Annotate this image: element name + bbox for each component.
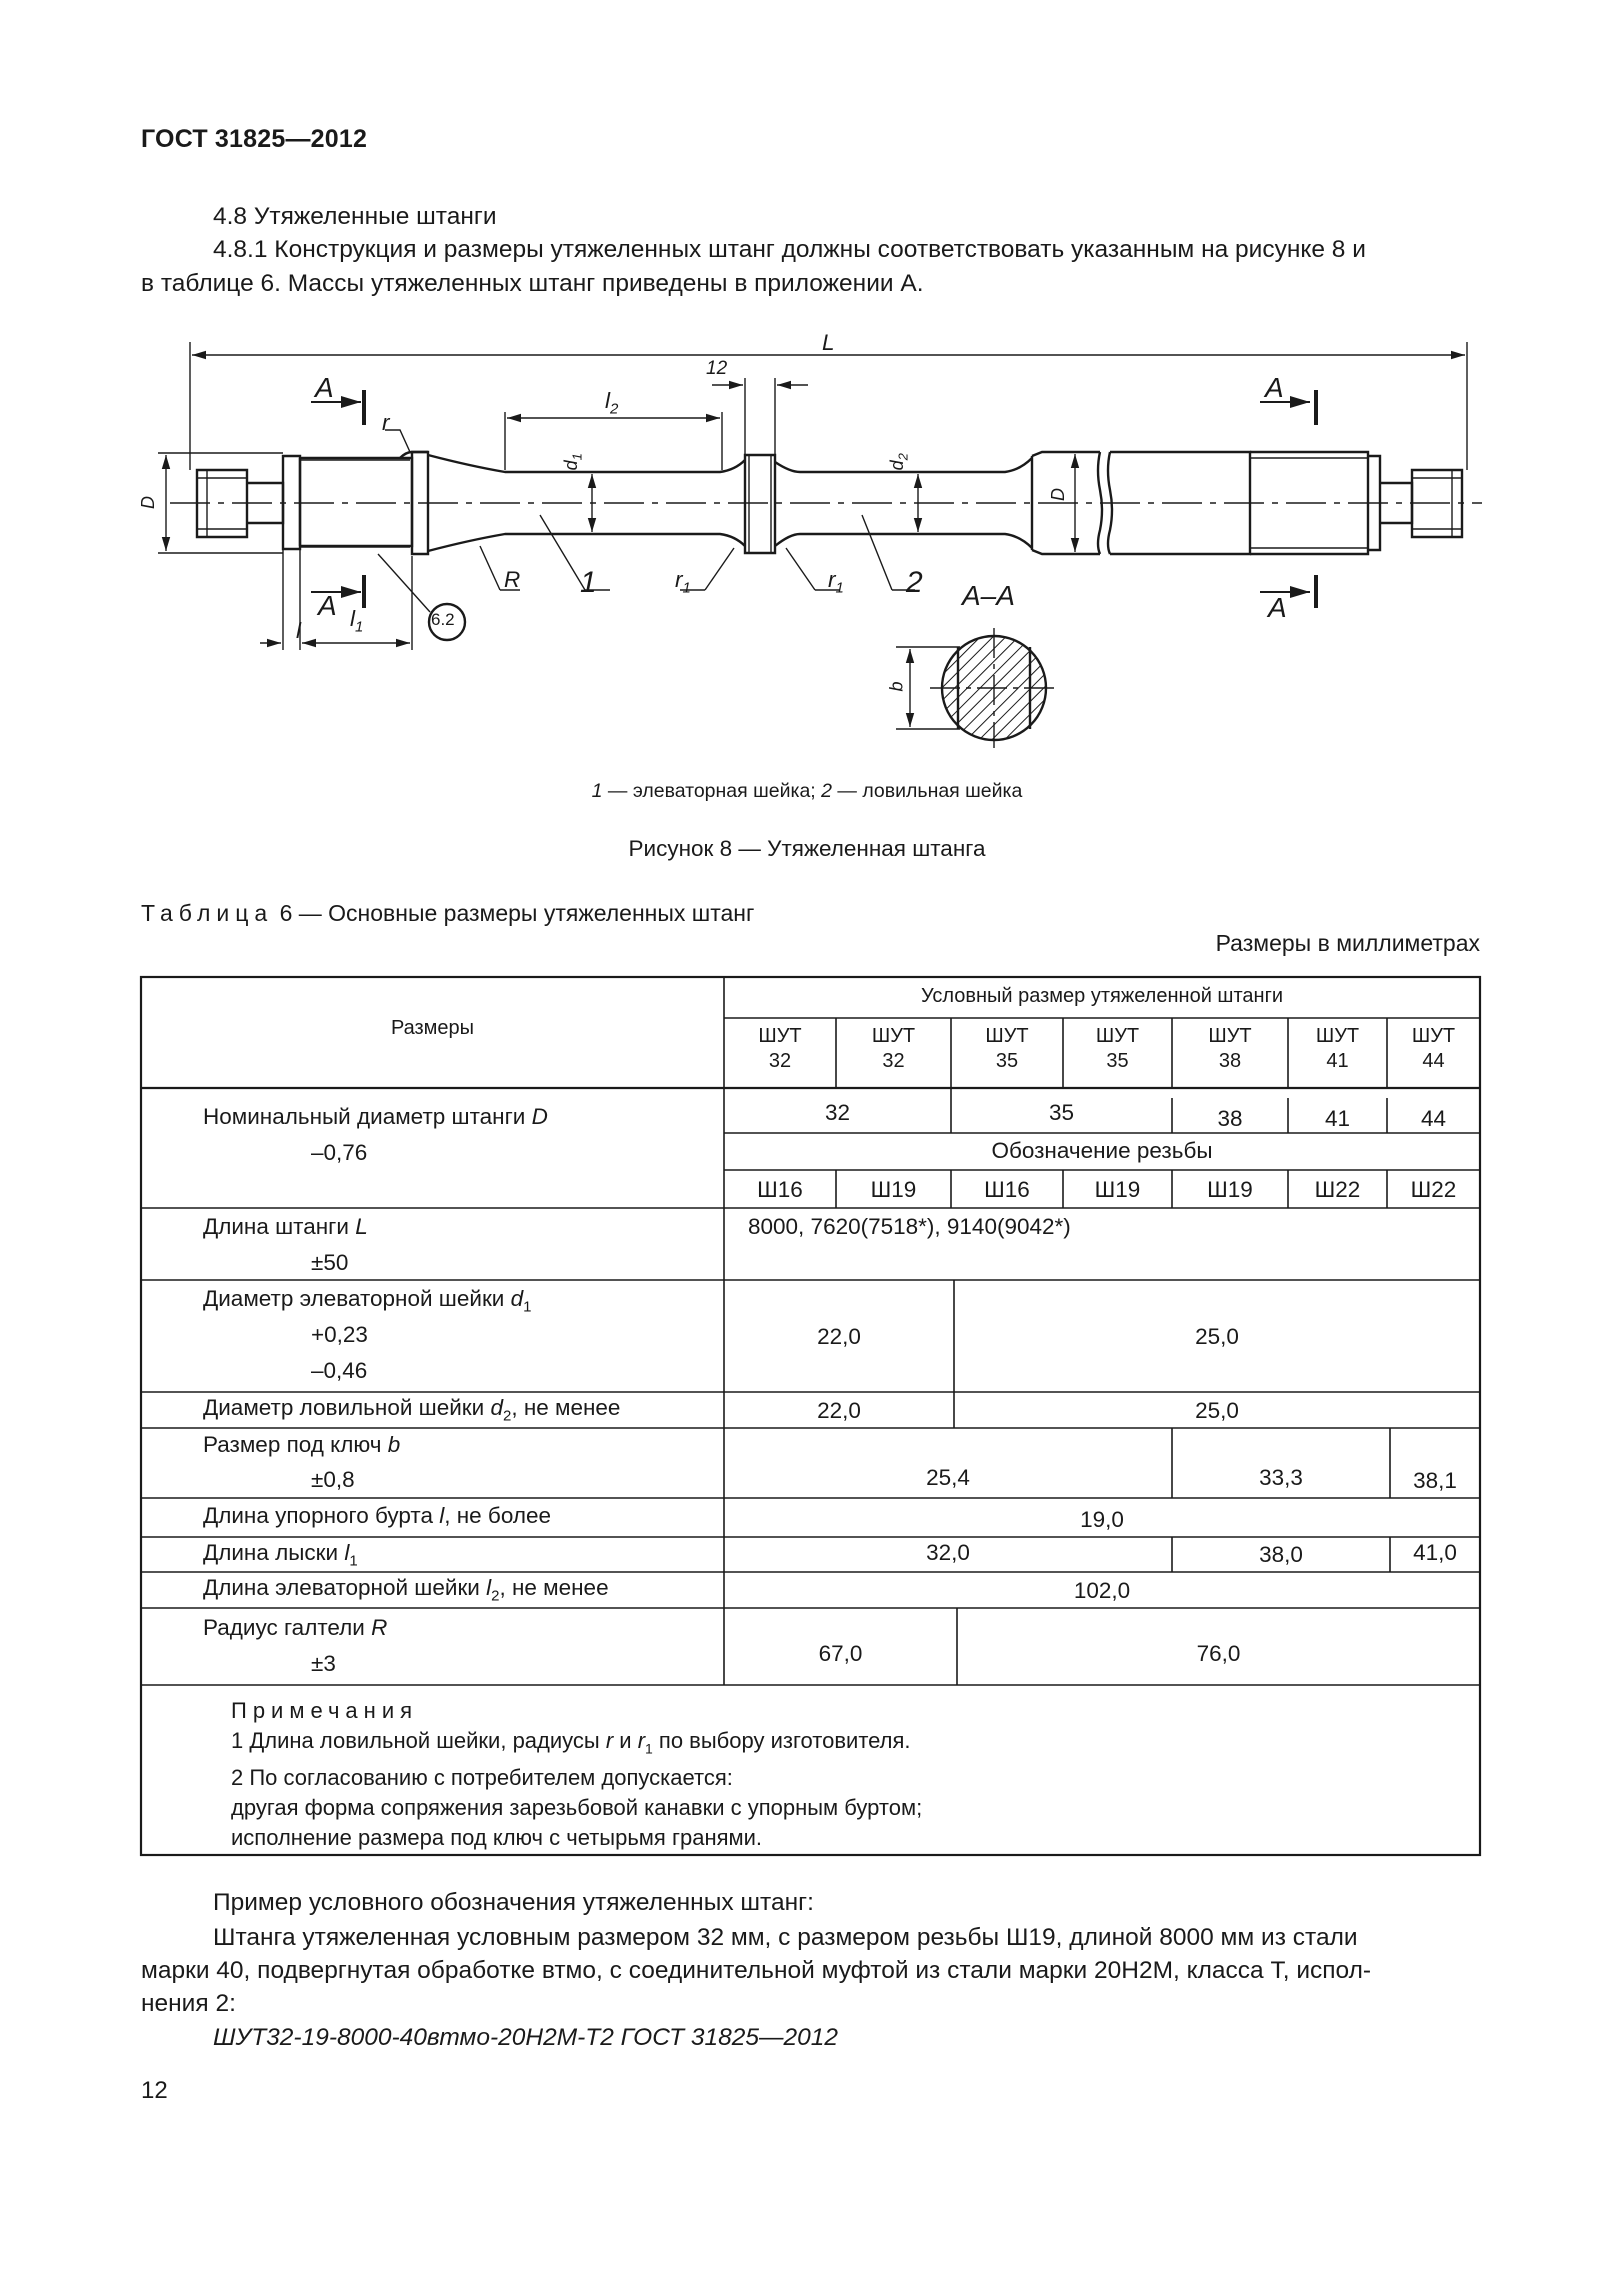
row-label-wrench: Размер под ключ b [203,1432,401,1457]
table-cell: 19,0 [1080,1507,1124,1532]
table-cell: 25,0 [1195,1398,1239,1423]
figure-caption: Рисунок 8 — Утяжеленная штанга [628,836,986,861]
rod-drawing [0,0,1614,800]
label-b: b [886,681,907,692]
table-col-header: ШУТ 35 [1095,1025,1140,1072]
callout-2: 2 [906,566,923,599]
section-paragraph-line-2: в таблице 6. Массы утяжеленных штанг приведены в приложении А. [141,270,924,297]
table-cell: 33,3 [1259,1465,1303,1490]
table-col-header: ШУТ 32 [871,1025,916,1072]
label-r1-left: $r_1$ [675,567,691,597]
table-cell: 35 [1048,1100,1075,1125]
table-cell: 8000, 7620(7518*), 9140(9042*) [748,1214,1071,1239]
table-title: Таблица 6 — Основные размеры утяжеленных штанг [141,900,755,926]
label-l: l [296,618,301,643]
table-units: Размеры в миллиметрах [1215,930,1480,956]
table-header-group: Условный размер утяжеленной штанги [920,985,1284,1007]
thread-header: Обозначение резьбы [991,1138,1213,1163]
row-tol-wrench: ±0,8 [311,1467,355,1492]
callout-1: 1 [580,566,597,599]
row-tol-minus-elevator-diameter: –0,46 [311,1358,368,1383]
row-tol-fillet: ±3 [311,1651,336,1676]
label-l1: $l_1$ [350,606,364,636]
row-tol-nominal-diameter: –0,76 [311,1140,368,1165]
label-section-AA: А–А [962,580,1015,611]
row-label-flat: Длина лыски $l_1$ [203,1540,358,1570]
example-title: Пример условного обозначения утяжеленных штанг: [213,1889,814,1916]
note-2b: исполнение размера под ключ с четырьмя гранями. [231,1825,763,1851]
example-designation: ШУТ32-19-8000-40втмо-20Н2М-Т2 ГОСТ 31825—2012 [213,2024,839,2051]
label-d2: $d_2$ [886,453,911,471]
row-label-shoulder: Длина упорного бурта l, не более [203,1503,551,1528]
table-col-header: ШУТ 41 [1315,1025,1360,1072]
label-r1-right: $r_1$ [828,567,844,597]
table-header-sizes: Размеры [390,1017,475,1039]
row-label-fishing-diameter: Диаметр ловильной шейки $d_2$, не менее [203,1395,621,1425]
label-A-bottom-left: А [318,590,337,621]
table-cell: 102,0 [1073,1578,1131,1603]
label-r: r [382,410,390,435]
section-title: 4.8 Утяжеленные штанги [213,203,497,230]
row-tol-plus-elevator-diameter: +0,23 [311,1322,368,1347]
label-D-left: D [138,496,158,509]
table-cell: Ш16 [757,1177,803,1202]
table-cell: 25,4 [926,1465,970,1490]
table-cell: Ш16 [984,1177,1030,1202]
row-label-length: Длина штанги L [203,1214,368,1239]
table-cell: 44 [1420,1106,1447,1131]
label-l2: $l_2$ [605,388,619,418]
row-label-elevator-length: Длина элеваторной шейки $l_2$, не менее [203,1575,609,1605]
table-cell: Ш22 [1410,1177,1457,1202]
table-col-header: ШУТ 32 [758,1025,802,1072]
label-d1: $d_1$ [560,453,585,471]
notes-title: Примечания [231,1698,419,1723]
table-cell: Ш22 [1314,1177,1361,1202]
example-line-3: нения 2: [141,1990,236,2017]
table-cell: 32,0 [926,1540,970,1565]
table-cell: 22,0 [817,1398,861,1423]
table-notes [231,1696,922,1853]
example-line-1: Штанга утяжеленная условным размером 32 мм, с размером резьбы Ш19, длиной 8000 мм из стали [213,1924,1358,1951]
table-cell: 32 [824,1100,851,1125]
example-line-2: марки 40, подвергнутая обработке втмо, с соединительной муфтой из стали марки 20Н2М, класса Т, испол- [141,1957,1372,1984]
section-paragraph-line-1: 4.8.1 Конструкция и размеры утяжеленных штанг должны соответствовать указанным на рисунке 8 и [213,236,1366,263]
table-col-header: ШУТ 35 [985,1025,1029,1072]
label-L: L [822,330,835,355]
label-A-top-left: А [315,372,334,403]
table-cell: 25,0 [1195,1324,1239,1349]
document-header-code: ГОСТ 31825—2012 [141,125,368,153]
note-2: 2 По согласованию с потребителем допускается: [231,1765,733,1791]
table-col-header: ШУТ 44 [1411,1025,1456,1072]
label-A-bottom-right: А [1268,592,1287,623]
table-cell: Ш19 [1094,1177,1141,1202]
label-12: 12 [706,358,728,379]
table-cell: 41,0 [1413,1540,1457,1565]
table-cell: 41 [1324,1106,1351,1131]
row-label-nominal-diameter: Номинальный диаметр штанги D [203,1104,548,1129]
label-A-top-right: А [1265,372,1284,403]
table-col-header: ШУТ 38 [1208,1025,1252,1072]
table-cell: Ш19 [870,1177,917,1202]
label-D-body: D [1048,488,1068,501]
figure-legend: 1 — элеваторная шейка; 2 — ловильная шейка [591,780,1023,802]
table-cell: 76,0 [1196,1641,1241,1666]
row-label-fillet: Радиус галтели R [203,1615,388,1640]
note-1: 1 Длина ловильной шейки, радиусы r и $r_1$ по выбору изготовителя. [231,1728,911,1757]
table-cell: 38,0 [1259,1542,1303,1567]
label-R: R [504,567,521,592]
table-cell: 67,0 [818,1641,863,1666]
table-cell: Ш19 [1207,1177,1253,1202]
table-cell: 22,0 [817,1324,861,1349]
table-cell: 38,1 [1413,1468,1457,1493]
page-number: 12 [141,2077,168,2104]
row-tol-length: ±50 [311,1250,349,1275]
table-cell: 38 [1217,1106,1243,1131]
row-label-elevator-diameter: Диаметр элеваторной шейки $d_1$ [203,1286,532,1316]
note-2a: другая форма сопряжения зарезьбовой канавки с упорным буртом; [231,1795,923,1821]
label-ref-6-2: 6.2 [431,610,455,629]
